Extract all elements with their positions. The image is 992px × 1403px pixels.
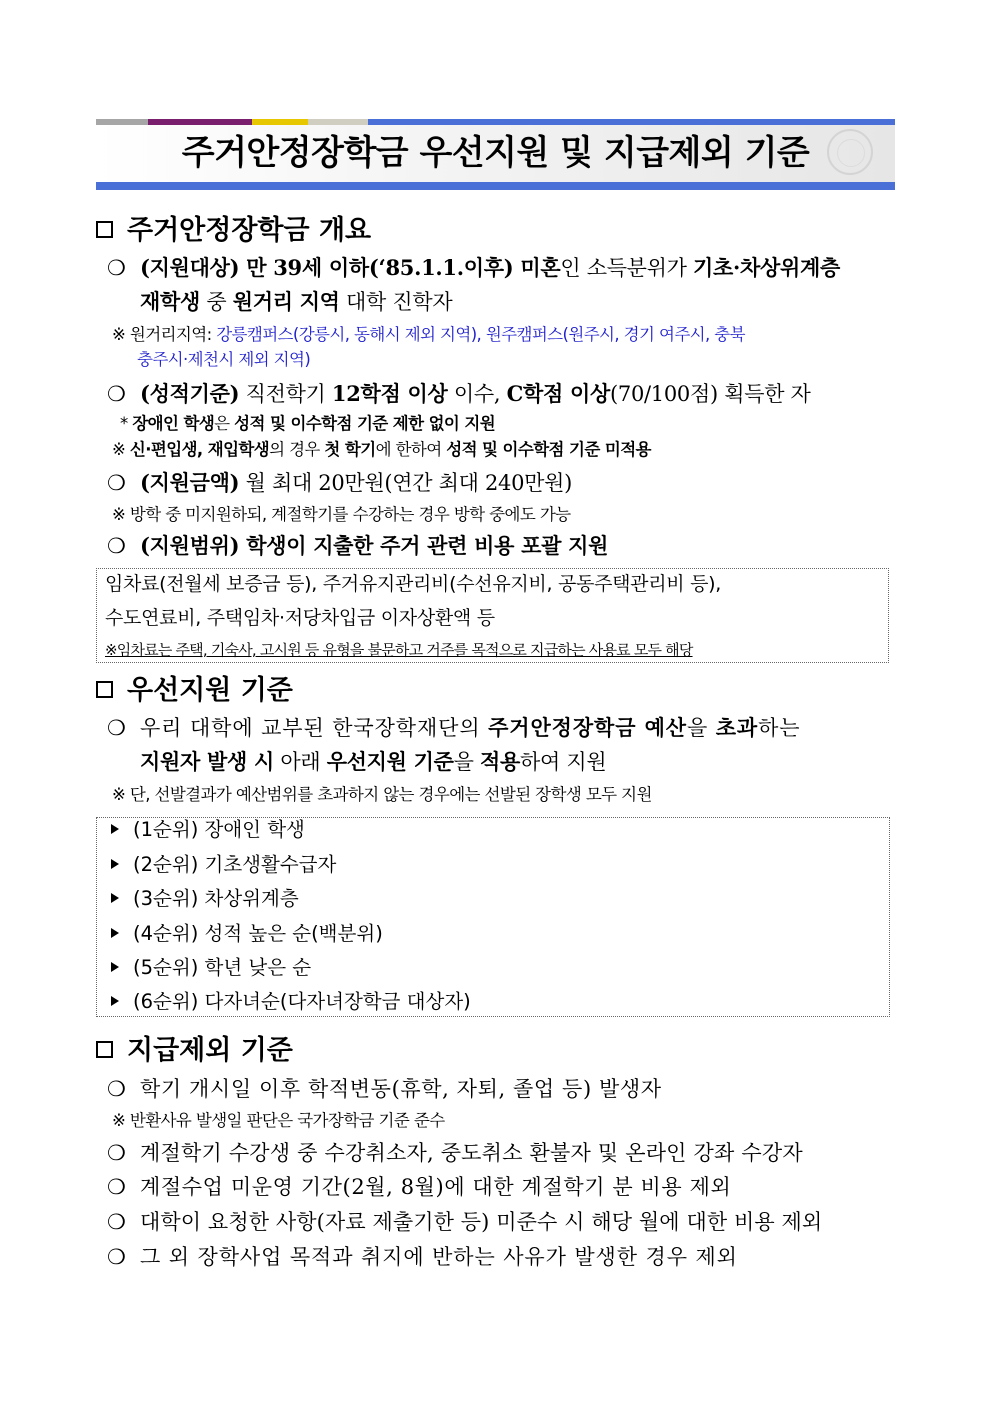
grade-note2-bold-1: 신·편입생, 재입학생 <box>129 440 270 459</box>
triangle-bullet-icon <box>111 928 119 938</box>
section-heading-priority <box>96 674 293 708</box>
grade-note-bold-1: 장애인 학생 <box>132 414 215 433</box>
section-heading-exclusion <box>96 1034 293 1068</box>
distance-note-label: 원거리지역: <box>125 325 217 344</box>
title-underline <box>96 182 895 190</box>
exclusion-item-1: 학기 개시일 이후 학적변동(휴학, 자퇴, 졸업 등) 발생자 <box>140 1077 662 1101</box>
priority-intro-bold-5: 적용 <box>480 749 520 774</box>
triangle-bullet-icon <box>111 859 119 869</box>
exclusion-note <box>112 1109 445 1133</box>
circle-bullet-icon: ❍ <box>107 1077 126 1101</box>
grade-minimum: C학점 이상 <box>506 381 610 406</box>
eligibility-income: 기초·차상위계층 <box>693 255 840 280</box>
priority-intro-bold-3: 지원자 발생 시 <box>140 749 274 774</box>
eligibility-age: 만 39세 이하(‘85.1.1.이후) 미혼 <box>239 255 561 280</box>
circle-bullet-icon: ❍ <box>107 382 126 406</box>
circle-bullet-icon: ❍ <box>107 1175 126 1199</box>
amount-label: (지원금액) <box>140 470 240 495</box>
scope-line <box>140 531 608 561</box>
reference-mark-icon: ※ <box>112 785 126 804</box>
priority-intro-text-5: 을 <box>453 750 480 774</box>
circle-bullet-icon: ❍ <box>107 1245 126 1269</box>
circle-bullet-icon: ❍ <box>107 1210 126 1234</box>
priority-note-text: 단, 선발결과가 예산범위를 초과하지 않는 경우에는 선발된 장학생 모두 지원 <box>125 785 652 804</box>
priority-intro-bold-4: 우선지원 기준 <box>326 749 454 774</box>
eligibility-text: 인 소득분위가 <box>560 256 694 280</box>
priority-list-box <box>96 817 890 1017</box>
distance-note-regions: 강릉캠퍼스(강릉시, 동해시 제외 지역), 원주캠퍼스(원주시, 경기 여주시, 충북 <box>216 325 745 344</box>
exclusion-note-text: 반환사유 발생일 판단은 국가장학금 기준 준수 <box>125 1111 445 1130</box>
asterisk-icon: * <box>120 414 128 433</box>
grade-text-1: 직전학기 <box>239 382 332 406</box>
grade-text-2: 이수, <box>447 382 507 406</box>
amount-text: 월 최대 20만원(연간 최대 240만원) <box>239 471 573 495</box>
eligibility-label: (지원대상) <box>140 255 240 280</box>
exclusion-item-3: 계절수업 미운영 기간(2월, 8월)에 대한 계절학기 분 비용 제외 <box>140 1175 732 1199</box>
list-item <box>111 885 299 913</box>
page-title: 주거안정장학금 우선지원 및 지급제외 기준 <box>181 133 810 173</box>
scope-box-note: ※임차료는 주택, 기숙사, 고시원 등 유형을 불문하고 거주를 목적으로 지급하는 사용료 모두 해당 <box>105 641 693 659</box>
reference-mark-icon: ※ <box>112 1111 126 1130</box>
priority-intro-line-2 <box>140 747 606 777</box>
triangle-bullet-icon <box>111 996 119 1006</box>
grade-criteria-line <box>140 379 811 409</box>
exclusion-item-5: 그 외 장학사업 목적과 취지에 반하는 사유가 발생한 경우 제외 <box>140 1245 738 1269</box>
list-item <box>111 988 471 1016</box>
amount-note-text: 방학 중 미지원하되, 계절학기를 수강하는 경우 방학 중에도 가능 <box>125 505 571 524</box>
list-item <box>111 920 383 948</box>
circle-bullet-icon: ❍ <box>107 534 126 558</box>
priority-text: (4순위) 성적 높은 순(백분위) <box>133 922 383 945</box>
triangle-bullet-icon <box>111 893 119 903</box>
scope-box-line-1: 임차료(전월세 보증금 등), 주거유지관리비(수선유지비, 공동주택관리비 등), <box>105 573 721 595</box>
amount-line <box>140 468 572 498</box>
reference-mark-icon: ※ <box>112 505 126 524</box>
circle-bullet-icon: ❍ <box>107 1141 126 1165</box>
list-item <box>111 816 305 844</box>
priority-text: (1순위) 장애인 학생 <box>133 818 305 841</box>
list-item <box>111 851 336 879</box>
scope-label: (지원범위) <box>140 533 240 558</box>
square-bullet-icon <box>96 681 113 698</box>
grade-note-new-students <box>112 438 651 462</box>
eligibility-line-2 <box>140 287 452 317</box>
exclusion-item-2: 계절학기 수강생 중 수강취소자, 중도취소 환불자 및 온라인 강좌 수강자 <box>140 1141 803 1165</box>
reference-mark-icon: ※ <box>112 325 126 344</box>
priority-intro-line-1 <box>140 713 801 743</box>
priority-intro-text-4: 아래 <box>273 750 327 774</box>
grade-label: (성적기준) <box>140 381 240 406</box>
grade-credits: 12학점 이상 <box>331 381 448 406</box>
priority-text: (3순위) 차상위계층 <box>133 887 299 910</box>
section-heading-overview <box>96 214 371 248</box>
circle-bullet-icon: ❍ <box>107 256 126 280</box>
amount-note <box>112 503 571 527</box>
scope-box-line-2: 수도연료비, 주택임차·저당차입금 이자상환액 등 <box>105 607 495 629</box>
priority-intro-text-3: 하는 <box>758 716 801 740</box>
priority-intro-text-6: 하여 지원 <box>519 750 607 774</box>
eligibility-distance: 원거리 지역 <box>232 289 340 314</box>
distance-note-line-2: 충주시·제천시 제외 지역) <box>137 350 311 369</box>
distance-note-line-1 <box>112 323 745 347</box>
grade-note2-bold-3: 성적 및 이수학점 기준 미적용 <box>446 440 651 459</box>
scope-text: 학생이 지출한 주거 관련 비용 포괄 지원 <box>239 533 609 558</box>
priority-intro-text-2: 을 <box>686 716 716 740</box>
list-item <box>111 954 311 982</box>
grade-note-bold-2: 성적 및 이수학점 기준 제한 없이 지원 <box>234 414 496 433</box>
circle-bullet-icon: ❍ <box>107 471 126 495</box>
section-heading-text: 지급제외 기준 <box>127 1035 293 1066</box>
eligibility-text-2: 중 <box>199 290 233 314</box>
section-heading-text: 우선지원 기준 <box>127 675 293 706</box>
square-bullet-icon <box>96 221 113 238</box>
title-banner <box>96 119 895 192</box>
scope-detail-box <box>96 568 889 663</box>
priority-text: (5순위) 학년 낮은 순 <box>133 956 312 979</box>
priority-intro-bold-1: 주거안정장학금 예산 <box>488 715 687 740</box>
grade-note2-bold-2: 첫 학기 <box>324 440 376 459</box>
priority-note <box>112 783 652 807</box>
circle-bullet-icon: ❍ <box>107 716 126 740</box>
eligibility-student: 재학생 <box>140 289 200 314</box>
grade-note2-text-2: 에 한하여 <box>375 440 447 459</box>
grade-note-disabled <box>120 412 495 436</box>
priority-intro-text-1: 우리 대학에 교부된 한국장학재단의 <box>140 716 489 740</box>
triangle-bullet-icon <box>111 824 119 834</box>
square-bullet-icon <box>96 1041 113 1058</box>
exclusion-item-4: 대학이 요청한 사항(자료 제출기한 등) 미준수 시 해당 월에 대한 비용 제외 <box>140 1210 823 1234</box>
priority-intro-bold-2: 초과 <box>715 715 759 740</box>
priority-text: (2순위) 기초생활수급자 <box>133 853 337 876</box>
section-heading-text: 주거안정장학금 개요 <box>127 215 372 246</box>
eligibility-line-1 <box>140 253 840 283</box>
reference-mark-icon: ※ <box>112 440 126 459</box>
priority-text: (6순위) 다자녀순(다자녀장학금 대상자) <box>133 990 471 1013</box>
eligibility-text-3: 대학 진학자 <box>339 290 453 314</box>
grade-note2-text-1: 의 경우 <box>269 440 325 459</box>
triangle-bullet-icon <box>111 962 119 972</box>
grade-text-3: (70/100점) 획득한 자 <box>610 382 811 406</box>
grade-note-text-1: 은 <box>214 414 235 433</box>
